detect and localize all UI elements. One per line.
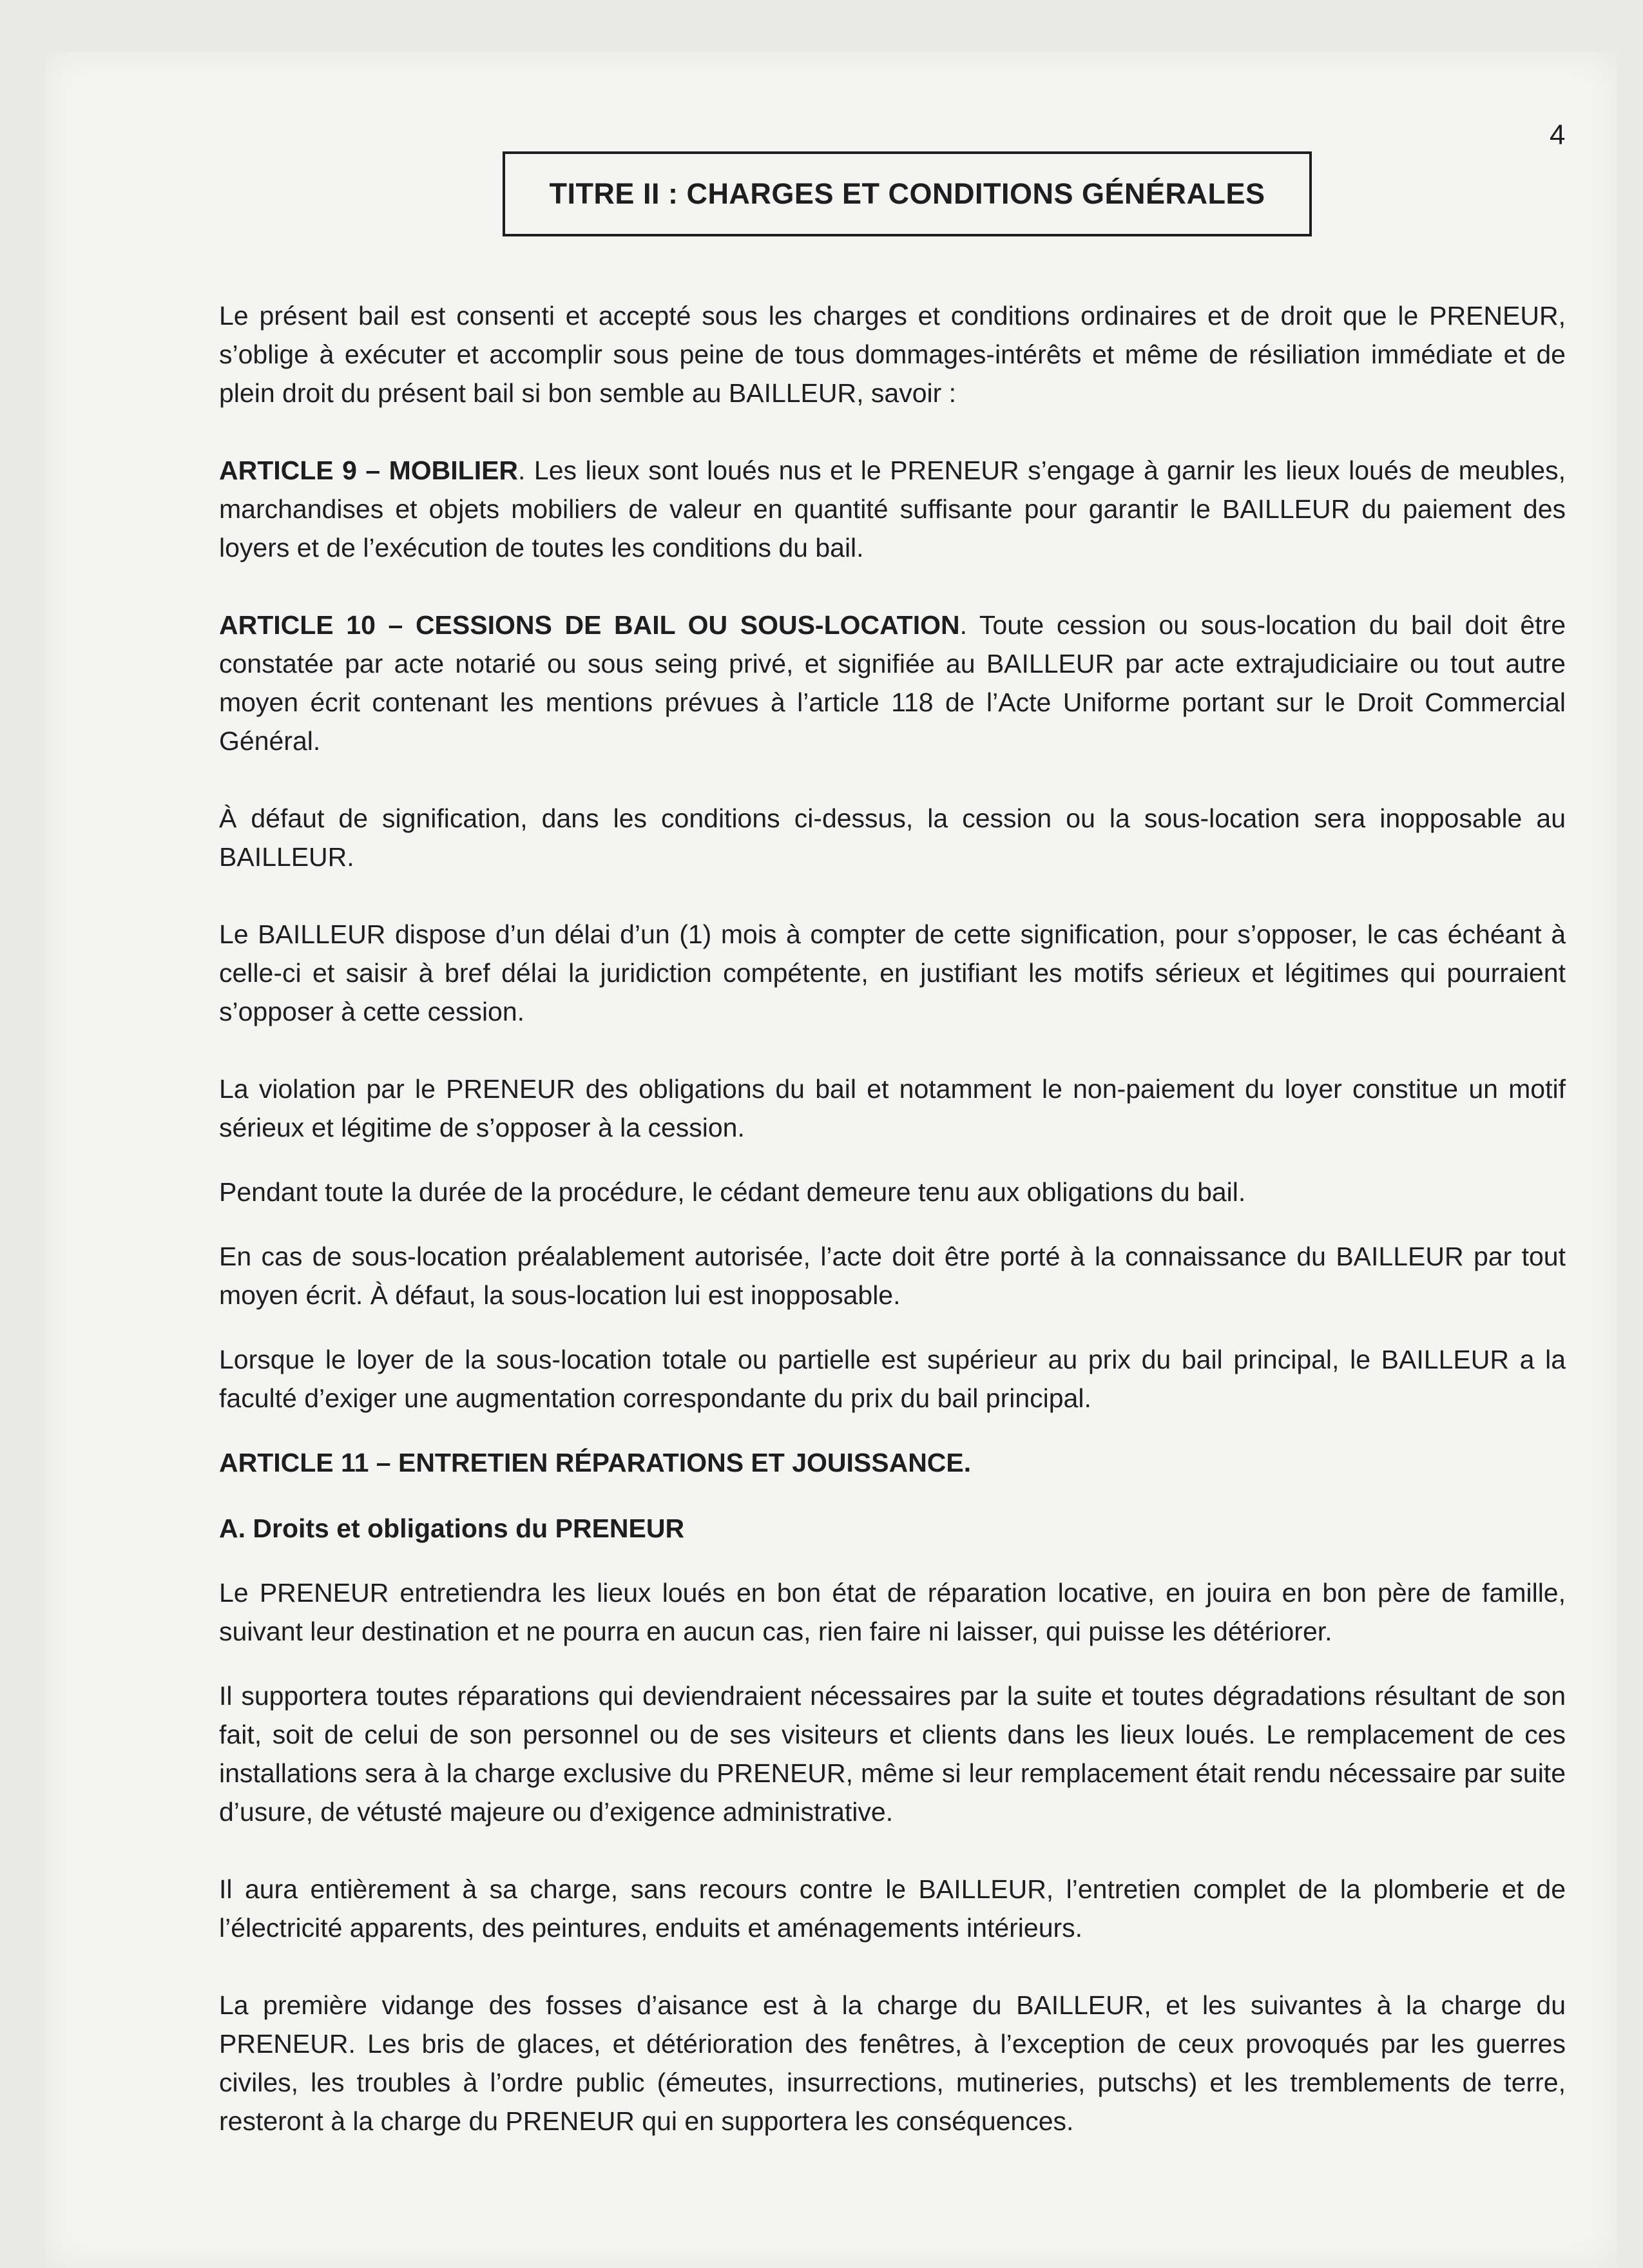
article-10-paragraph: Lorsque le loyer de la sous-location totale ou partielle est supérieur au prix du bail principal, le BAILLEUR a la faculté d’exiger une augmentation correspondante du prix du bail principal.: [219, 1345, 1566, 1413]
intro-paragraph: Le présent bail est consenti et accepté sous les charges et conditions ordinaires et de droit que le PRENEUR, s’oblige à exécuter et accomplir sous peine de tous dommages-intérêts et même de résiliation immédiate et de plein droit du présent bail si bon semble au BAILLEUR, savoir :: [219, 301, 1566, 408]
article-10-paragraph: Le BAILLEUR dispose d’un délai d’un (1) mois à compter de cette signification, pour s’opposer, le cas échéant à celle-ci et saisir à bref délai la juridiction compétente, en justifiant les motifs sérieux et légitimes qui pourraient s’opposer à cette cession.: [219, 919, 1566, 1026]
article-10-paragraph: Pendant toute la durée de la procédure, le cédant demeure tenu aux obligations du bail.: [219, 1177, 1246, 1207]
article-11-heading: ARTICLE 11 – ENTRETIEN RÉPARATIONS ET JOUISSANCE.: [219, 1448, 972, 1477]
article-10-heading: ARTICLE 10 – CESSIONS DE BAIL OU SOUS-LOCATION: [219, 610, 960, 640]
article-9: [219, 451, 1566, 567]
article-11-subheading: A. Droits et obligations du PRENEUR: [219, 1514, 685, 1543]
article-11-paragraph: Le PRENEUR entretiendra les lieux loués en bon état de réparation locative, en jouira en bon père de famille, suivant leur destination et ne pourra en aucun cas, rien faire ni laisser, qui puisse les détériorer.: [219, 1578, 1566, 1646]
article-10-text: . Toute cession ou sous-location du bail doit être constatée par acte notarié ou sous seing privé, et signifiée au BAILLEUR par acte extrajudiciaire ou tout autre moyen écrit contenant les mentions prévues à l’article 118 de l’Acte Uniforme portant sur le Droit Commercial Général.: [219, 610, 1566, 756]
article-10-paragraph: À défaut de signification, dans les conditions ci-dessus, la cession ou la sous-location sera inopposable au BAILLEUR.: [219, 803, 1566, 872]
page-number: 4: [1550, 119, 1566, 151]
article-9-text: . Les lieux sont loués nus et le PRENEUR s’engage à garnir les lieux loués de meubles, marchandises et objets mobiliers de valeur en quantité suffisante pour garantir le BAILLEUR du paiement des loyers et de l’exécution de toutes les conditions du bail.: [219, 456, 1566, 562]
document-body: [219, 296, 1566, 2179]
section-title: TITRE II : CHARGES ET CONDITIONS GÉNÉRALES: [549, 177, 1265, 210]
article-11-paragraph: La première vidange des fosses d’aisance est à la charge du BAILLEUR, et les suivantes à la charge du PRENEUR. Les bris de glaces, et détérioration des fenêtres, à l’exception de ceux provoqués par les guerres civiles, les troubles à l’ordre public (émeutes, insurrections, mutineries, putschs) et les tremblements de terre, resteront à la charge du PRENEUR qui en supportera les conséquences.: [219, 1990, 1566, 2136]
article-10: [219, 606, 1566, 760]
article-10-paragraph: La violation par le PRENEUR des obligations du bail et notamment le non-paiement du loyer constitue un motif sérieux et légitime de s’opposer à la cession.: [219, 1074, 1566, 1142]
article-11-paragraph: Il aura entièrement à sa charge, sans recours contre le BAILLEUR, l’entretien complet de la plomberie et de l’électricité apparents, des peintures, enduits et aménagements intérieurs.: [219, 1874, 1566, 1943]
section-title-box: [503, 151, 1312, 236]
article-11-paragraph: Il supportera toutes réparations qui deviendraient nécessaires par la suite et toutes dégradations résultant de son fait, soit de celui de son personnel ou de ses visiteurs et clients dans les lieux loués. Le remplacement de ces installations sera à la charge exclusive du PRENEUR, même si leur remplacement était rendu nécessaire par suite d’usure, de vétusté majeure ou d’exigence administrative.: [219, 1681, 1566, 1827]
article-9-heading: ARTICLE 9 – MOBILIER: [219, 456, 519, 485]
article-10-paragraph: En cas de sous-location préalablement autorisée, l’acte doit être porté à la connaissance du BAILLEUR par tout moyen écrit. À défaut, la sous-location lui est inopposable.: [219, 1242, 1566, 1310]
